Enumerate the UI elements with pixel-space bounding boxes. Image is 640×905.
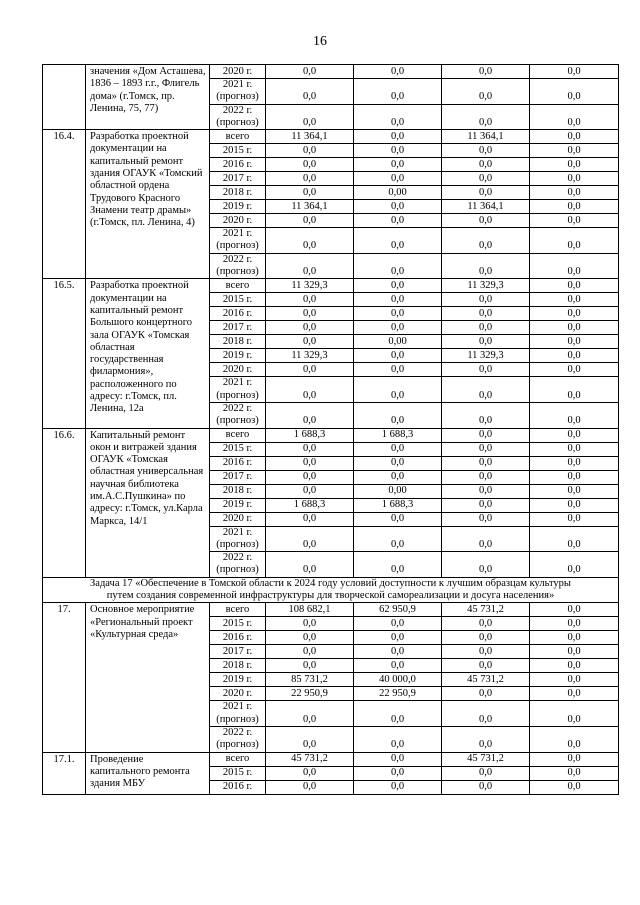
- value-cell: 22 950,9: [354, 687, 442, 701]
- value-cell: 108 682,1: [266, 603, 354, 617]
- table-row: [43, 752, 619, 766]
- year-cell: всего: [210, 603, 266, 617]
- value-cell: 0,0: [354, 780, 442, 794]
- year-cell: 2015 г.: [210, 442, 266, 456]
- value-cell: 0,0: [354, 377, 442, 403]
- value-cell: 0,0: [354, 144, 442, 158]
- value-cell: 0,0: [530, 442, 619, 456]
- value-cell: 0,0: [530, 79, 619, 105]
- value-cell: 0,0: [354, 130, 442, 144]
- value-cell: 0,0: [530, 603, 619, 617]
- value-cell: 0,0: [442, 186, 530, 200]
- year-cell: 2019 г.: [210, 349, 266, 363]
- value-cell: 0,0: [266, 172, 354, 186]
- value-cell: 0,0: [266, 214, 354, 228]
- value-cell: 0,0: [354, 456, 442, 470]
- value-cell: 0,0: [442, 701, 530, 727]
- value-cell: 0,0: [442, 104, 530, 130]
- value-cell: 0,0: [530, 130, 619, 144]
- item-number: 16.5.: [43, 279, 86, 428]
- value-cell: 0,0: [354, 617, 442, 631]
- value-cell: 0,0: [530, 158, 619, 172]
- value-cell: 0,0: [530, 279, 619, 293]
- value-cell: 45 731,2: [442, 673, 530, 687]
- value-cell: 0,0: [442, 214, 530, 228]
- value-cell: 0,0: [354, 293, 442, 307]
- value-cell: 0,0: [354, 631, 442, 645]
- value-cell: 0,0: [354, 321, 442, 335]
- value-cell: 40 000,0: [354, 673, 442, 687]
- value-cell: 0,0: [442, 402, 530, 428]
- year-cell: 2020 г.: [210, 214, 266, 228]
- value-cell: 0,0: [442, 552, 530, 578]
- value-cell: 0,0: [442, 79, 530, 105]
- value-cell: 1 688,3: [354, 428, 442, 442]
- value-cell: 0,0: [442, 307, 530, 321]
- value-cell: 0,0: [442, 321, 530, 335]
- year-cell: 2022 г. (прогноз): [210, 552, 266, 578]
- year-cell: 2021 г. (прогноз): [210, 701, 266, 727]
- year-cell: 2021 г. (прогноз): [210, 526, 266, 552]
- item-name: Разработка проектной документации на капитальный ремонт Большого концертного зала ОГАУК «Томская областная государственная филармония», расположенного по адресу: г.Томск, пл. Ленина, 12а: [86, 279, 210, 428]
- value-cell: 0,0: [442, 470, 530, 484]
- value-cell: 0,0: [354, 214, 442, 228]
- year-cell: 2017 г.: [210, 645, 266, 659]
- value-cell: 0,0: [530, 363, 619, 377]
- value-cell: 0,0: [266, 293, 354, 307]
- value-cell: 0,0: [530, 144, 619, 158]
- value-cell: 0,0: [266, 617, 354, 631]
- year-cell: 2021 г. (прогноз): [210, 377, 266, 403]
- value-cell: 0,0: [266, 512, 354, 526]
- table-row: [43, 130, 619, 144]
- item-name: Капитальный ремонт окон и витражей здания ОГАУК «Томская областная универсальная научная библиотека им.А.С.Пушкина» по адресу: г.Томск, ул.Карла Маркса, 14/1: [86, 428, 210, 577]
- value-cell: 85 731,2: [266, 673, 354, 687]
- value-cell: 0,0: [354, 158, 442, 172]
- value-cell: 0,0: [266, 335, 354, 349]
- task-heading-line: путем создания современной инфраструктуры для творческой самореализации и досуга населения»: [106, 590, 555, 602]
- item-name: Основное мероприятие «Региональный проект «Культурная среда»: [86, 603, 210, 752]
- value-cell: 0,0: [442, 293, 530, 307]
- item-name: Разработка проектной документации на капитальный ремонт здания ОГАУК «Томский областной ордена Трудового Красного Знамени театр драмы» (г.Томск, пл. Ленина, 4): [86, 130, 210, 279]
- value-cell: 0,0: [354, 726, 442, 752]
- value-cell: 0,0: [530, 65, 619, 79]
- value-cell: 0,0: [266, 104, 354, 130]
- value-cell: 0,0: [266, 726, 354, 752]
- value-cell: 0,0: [530, 335, 619, 349]
- value-cell: 0,0: [530, 498, 619, 512]
- value-cell: 11 329,3: [442, 349, 530, 363]
- value-cell: 0,0: [266, 186, 354, 200]
- value-cell: 0,0: [442, 726, 530, 752]
- value-cell: 0,0: [442, 645, 530, 659]
- value-cell: 0,0: [354, 279, 442, 293]
- value-cell: 45 731,2: [266, 752, 354, 766]
- year-cell: 2015 г.: [210, 144, 266, 158]
- value-cell: 0,0: [266, 701, 354, 727]
- value-cell: 0,0: [266, 552, 354, 578]
- table-row: [43, 65, 619, 79]
- value-cell: 0,0: [354, 659, 442, 673]
- value-cell: 0,0: [266, 470, 354, 484]
- value-cell: 0,0: [530, 687, 619, 701]
- value-cell: 0,0: [530, 253, 619, 279]
- year-cell: 2022 г. (прогноз): [210, 402, 266, 428]
- value-cell: 0,0: [354, 200, 442, 214]
- value-cell: 0,0: [354, 402, 442, 428]
- year-cell: 2015 г.: [210, 293, 266, 307]
- value-cell: 0,0: [530, 321, 619, 335]
- item-name: Проведение капитального ремонта здания МБУ: [86, 752, 210, 794]
- value-cell: 0,0: [354, 526, 442, 552]
- value-cell: 0,0: [266, 253, 354, 279]
- value-cell: 0,0: [442, 442, 530, 456]
- value-cell: 0,0: [530, 617, 619, 631]
- value-cell: 0,0: [354, 363, 442, 377]
- value-cell: 0,0: [442, 456, 530, 470]
- year-cell: 2015 г.: [210, 766, 266, 780]
- year-cell: 2022 г. (прогноз): [210, 253, 266, 279]
- year-cell: всего: [210, 279, 266, 293]
- value-cell: 0,0: [442, 228, 530, 254]
- value-cell: 0,0: [530, 752, 619, 766]
- value-cell: 0,0: [530, 104, 619, 130]
- value-cell: 0,0: [442, 253, 530, 279]
- value-cell: 0,0: [266, 631, 354, 645]
- value-cell: 0,00: [354, 186, 442, 200]
- value-cell: 0,0: [442, 512, 530, 526]
- value-cell: 0,0: [266, 659, 354, 673]
- value-cell: 0,0: [530, 214, 619, 228]
- value-cell: 11 329,3: [266, 349, 354, 363]
- value-cell: 0,0: [354, 307, 442, 321]
- value-cell: 0,0: [442, 144, 530, 158]
- value-cell: 11 364,1: [266, 200, 354, 214]
- value-cell: 0,0: [354, 349, 442, 363]
- value-cell: 0,0: [266, 228, 354, 254]
- value-cell: 0,0: [530, 456, 619, 470]
- year-cell: всего: [210, 428, 266, 442]
- task-heading: [43, 577, 619, 603]
- value-cell: 0,0: [442, 377, 530, 403]
- year-cell: 2015 г.: [210, 617, 266, 631]
- value-cell: 0,0: [354, 766, 442, 780]
- value-cell: 0,0: [530, 377, 619, 403]
- value-cell: 0,0: [530, 701, 619, 727]
- value-cell: 0,0: [266, 456, 354, 470]
- value-cell: 0,0: [530, 402, 619, 428]
- value-cell: 0,0: [442, 484, 530, 498]
- item-number: 16.6.: [43, 428, 86, 577]
- value-cell: 0,0: [354, 172, 442, 186]
- year-cell: 2016 г.: [210, 631, 266, 645]
- value-cell: 0,00: [354, 335, 442, 349]
- value-cell: 0,0: [442, 617, 530, 631]
- value-cell: 0,0: [530, 200, 619, 214]
- value-cell: 0,0: [354, 228, 442, 254]
- table-row: [43, 603, 619, 617]
- year-cell: всего: [210, 130, 266, 144]
- value-cell: 0,0: [442, 780, 530, 794]
- value-cell: 0,0: [266, 307, 354, 321]
- task-row: [43, 577, 619, 603]
- value-cell: 1 688,3: [354, 498, 442, 512]
- year-cell: 2017 г.: [210, 172, 266, 186]
- value-cell: 0,0: [530, 484, 619, 498]
- value-cell: 0,0: [530, 726, 619, 752]
- value-cell: 0,0: [442, 158, 530, 172]
- year-cell: 2018 г.: [210, 484, 266, 498]
- year-cell: 2017 г.: [210, 470, 266, 484]
- year-cell: 2020 г.: [210, 512, 266, 526]
- value-cell: 0,0: [354, 104, 442, 130]
- item-number: 17.: [43, 603, 86, 752]
- value-cell: 0,0: [266, 780, 354, 794]
- year-cell: 2016 г.: [210, 780, 266, 794]
- value-cell: 0,0: [530, 631, 619, 645]
- value-cell: 0,0: [530, 186, 619, 200]
- value-cell: 0,0: [266, 442, 354, 456]
- year-cell: 2018 г.: [210, 659, 266, 673]
- value-cell: 0,0: [530, 512, 619, 526]
- value-cell: 0,0: [530, 526, 619, 552]
- year-cell: 2016 г.: [210, 456, 266, 470]
- year-cell: 2022 г. (прогноз): [210, 726, 266, 752]
- value-cell: 0,0: [530, 766, 619, 780]
- value-cell: 0,0: [354, 512, 442, 526]
- value-cell: 0,0: [530, 780, 619, 794]
- item-number: 17.1.: [43, 752, 86, 794]
- value-cell: 0,0: [354, 752, 442, 766]
- value-cell: 11 329,3: [266, 279, 354, 293]
- task-heading-line: Задача 17 «Обеспечение в Томской области к 2024 году условий доступности к лучшим образцам культуры: [90, 577, 571, 589]
- value-cell: 0,0: [442, 172, 530, 186]
- value-cell: 11 329,3: [442, 279, 530, 293]
- value-cell: 45 731,2: [442, 603, 530, 617]
- value-cell: 0,0: [530, 659, 619, 673]
- value-cell: 0,0: [442, 659, 530, 673]
- value-cell: 0,0: [354, 442, 442, 456]
- value-cell: 0,0: [530, 349, 619, 363]
- value-cell: 11 364,1: [266, 130, 354, 144]
- item-name: значения «Дом Асташева, 1836 – 1893 г.г., Флигель дома» (г.Томск, пр. Ленина, 75, 77): [86, 65, 210, 130]
- value-cell: 62 950,9: [354, 603, 442, 617]
- value-cell: 0,0: [266, 645, 354, 659]
- value-cell: 0,0: [530, 172, 619, 186]
- year-cell: 2022 г. (прогноз): [210, 104, 266, 130]
- value-cell: 0,0: [530, 470, 619, 484]
- value-cell: 0,0: [442, 766, 530, 780]
- year-cell: 2017 г.: [210, 321, 266, 335]
- value-cell: 0,0: [354, 65, 442, 79]
- value-cell: 0,0: [530, 552, 619, 578]
- value-cell: 0,0: [266, 321, 354, 335]
- value-cell: 0,0: [442, 498, 530, 512]
- value-cell: 0,0: [266, 363, 354, 377]
- value-cell: 0,0: [442, 335, 530, 349]
- value-cell: 0,00: [354, 484, 442, 498]
- year-cell: 2020 г.: [210, 65, 266, 79]
- year-cell: 2019 г.: [210, 673, 266, 687]
- value-cell: 0,0: [266, 484, 354, 498]
- value-cell: 0,0: [266, 79, 354, 105]
- value-cell: 0,0: [354, 79, 442, 105]
- year-cell: всего: [210, 752, 266, 766]
- value-cell: 0,0: [442, 631, 530, 645]
- year-cell: 2018 г.: [210, 186, 266, 200]
- value-cell: 0,0: [442, 526, 530, 552]
- value-cell: 0,0: [266, 144, 354, 158]
- value-cell: 0,0: [354, 701, 442, 727]
- year-cell: 2019 г.: [210, 498, 266, 512]
- page-number: 16: [313, 34, 327, 49]
- budget-table: [42, 64, 619, 795]
- value-cell: 0,0: [266, 377, 354, 403]
- value-cell: 0,0: [354, 552, 442, 578]
- table-row: [43, 279, 619, 293]
- year-cell: 2018 г.: [210, 335, 266, 349]
- year-cell: 2019 г.: [210, 200, 266, 214]
- value-cell: 0,0: [266, 158, 354, 172]
- value-cell: 0,0: [442, 65, 530, 79]
- year-cell: 2020 г.: [210, 363, 266, 377]
- value-cell: 22 950,9: [266, 687, 354, 701]
- value-cell: 11 364,1: [442, 130, 530, 144]
- value-cell: 0,0: [530, 673, 619, 687]
- value-cell: 0,0: [354, 253, 442, 279]
- value-cell: 11 364,1: [442, 200, 530, 214]
- item-number: 16.4.: [43, 130, 86, 279]
- value-cell: 0,0: [266, 65, 354, 79]
- value-cell: 0,0: [442, 687, 530, 701]
- year-cell: 2021 г. (прогноз): [210, 228, 266, 254]
- value-cell: 0,0: [266, 766, 354, 780]
- value-cell: 0,0: [530, 307, 619, 321]
- value-cell: 1 688,3: [266, 428, 354, 442]
- value-cell: 0,0: [530, 645, 619, 659]
- value-cell: 0,0: [530, 228, 619, 254]
- value-cell: 0,0: [442, 363, 530, 377]
- year-cell: 2016 г.: [210, 158, 266, 172]
- value-cell: 0,0: [530, 428, 619, 442]
- value-cell: 0,0: [354, 645, 442, 659]
- value-cell: 0,0: [266, 526, 354, 552]
- year-cell: 2020 г.: [210, 687, 266, 701]
- value-cell: 1 688,3: [266, 498, 354, 512]
- table-row: [43, 428, 619, 442]
- value-cell: 0,0: [530, 293, 619, 307]
- year-cell: 2021 г. (прогноз): [210, 79, 266, 105]
- year-cell: 2016 г.: [210, 307, 266, 321]
- value-cell: 45 731,2: [442, 752, 530, 766]
- value-cell: 0,0: [354, 470, 442, 484]
- value-cell: 0,0: [442, 428, 530, 442]
- item-number: [43, 65, 86, 130]
- value-cell: 0,0: [266, 402, 354, 428]
